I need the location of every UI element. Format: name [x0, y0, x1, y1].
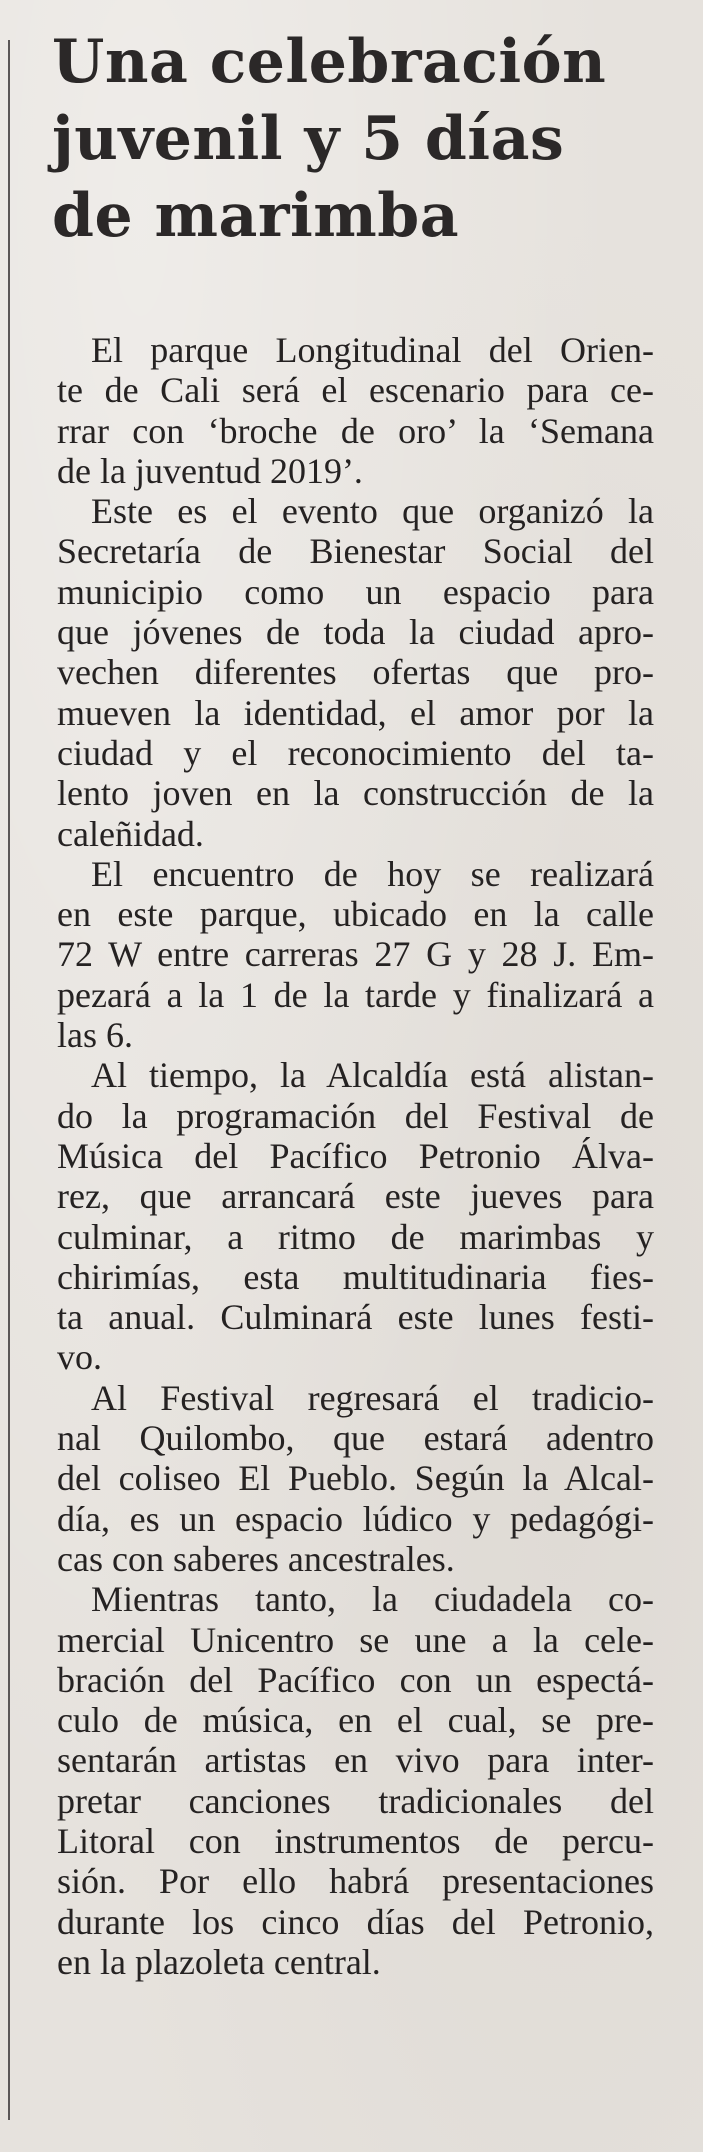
- paragraph-line: culminar, a ritmo de marimbas y: [57, 1216, 654, 1257]
- paragraph-line: pezará a la 1 de la tarde y finalizará a: [57, 974, 654, 1015]
- headline-line: Una celebración: [52, 27, 607, 97]
- headline-line: juvenil y 5 días: [52, 104, 565, 174]
- article-body: [57, 330, 654, 1982]
- paragraph-line: caleñidad.: [57, 813, 204, 854]
- paragraph-line: que jóvenes de toda la ciudad apro-: [57, 612, 654, 653]
- article-paragraph: [57, 854, 654, 1055]
- paragraph-line: en este parque, ubicado en la calle: [57, 894, 654, 935]
- paragraph-line: sentarán artistas en vivo para inter-: [57, 1740, 654, 1781]
- article-headline: [52, 24, 692, 255]
- paragraph-line: del coliseo El Pueblo. Según la Alcal-: [57, 1458, 654, 1499]
- paragraph-line: do la programación del Festival de: [57, 1095, 654, 1136]
- paragraph-line: El parque Longitudinal del Orien-: [91, 330, 654, 370]
- paragraph-line: mercial Unicentro se une a la cele-: [57, 1619, 654, 1660]
- paragraph-line: durante los cinco días del Petronio,: [57, 1901, 654, 1942]
- paragraph-line: rez, que arrancará este jueves para: [57, 1176, 654, 1217]
- paragraph-line: Litoral con instrumentos de percu-: [57, 1820, 654, 1861]
- paragraph-line: El encuentro de hoy se realizará: [91, 853, 654, 894]
- article-paragraph: [57, 491, 654, 854]
- paragraph-line: vechen diferentes ofertas que pro-: [57, 652, 654, 693]
- paragraph-line: vo.: [57, 1337, 102, 1378]
- article-paragraph: [57, 1378, 654, 1579]
- paragraph-line: Música del Pacífico Petronio Álva-: [57, 1135, 654, 1176]
- article-paragraph: [57, 1579, 654, 1982]
- paragraph-line: nal Quilombo, que estará adentro: [57, 1418, 654, 1459]
- paragraph-line: ciudad y el reconocimiento del ta-: [57, 732, 654, 773]
- paragraph-line: ta anual. Culminará este lunes festi-: [57, 1297, 654, 1338]
- article-paragraph: [57, 330, 654, 491]
- headline-line: de marimba: [52, 181, 460, 251]
- paragraph-line: Este es el evento que organizó la: [91, 491, 654, 532]
- paragraph-line: cas con saberes ancestrales.: [57, 1538, 455, 1579]
- paragraph-line: chirimías, esta multitudinaria fies-: [57, 1256, 654, 1297]
- column-rule: [8, 40, 10, 2120]
- paragraph-line: lento joven en la construcción de la: [57, 773, 654, 814]
- paragraph-line: de la juventud 2019’.: [57, 450, 363, 491]
- paragraph-line: te de Cali será el escenario para ce-: [57, 370, 654, 411]
- paragraph-line: las 6.: [57, 1015, 133, 1056]
- paragraph-line: en la plazoleta central.: [57, 1941, 381, 1982]
- paragraph-line: Secretaría de Bienestar Social del: [57, 531, 654, 572]
- paragraph-line: bración del Pacífico con un espectá-: [57, 1659, 654, 1700]
- paragraph-line: día, es un espacio lúdico y pedagógi-: [57, 1498, 654, 1539]
- article-paragraph: [57, 1055, 654, 1377]
- paragraph-line: Al Festival regresará el tradicio-: [91, 1377, 654, 1418]
- paragraph-line: sión. Por ello habrá presentaciones: [57, 1861, 654, 1902]
- paragraph-line: culo de música, en el cual, se pre-: [57, 1700, 654, 1741]
- paragraph-line: mueven la identidad, el amor por la: [57, 692, 654, 733]
- paragraph-line: rrar con ‘broche de oro’ la ‘Semana: [57, 410, 654, 451]
- paragraph-line: pretar canciones tradicionales del: [57, 1780, 654, 1821]
- paragraph-line: Mientras tanto, la ciudadela co-: [91, 1579, 654, 1620]
- paragraph-line: municipio como un espacio para: [57, 571, 654, 612]
- paragraph-line: 72 W entre carreras 27 G y 28 J. Em-: [57, 934, 654, 975]
- paragraph-line: Al tiempo, la Alcaldía está alistan-: [91, 1055, 654, 1096]
